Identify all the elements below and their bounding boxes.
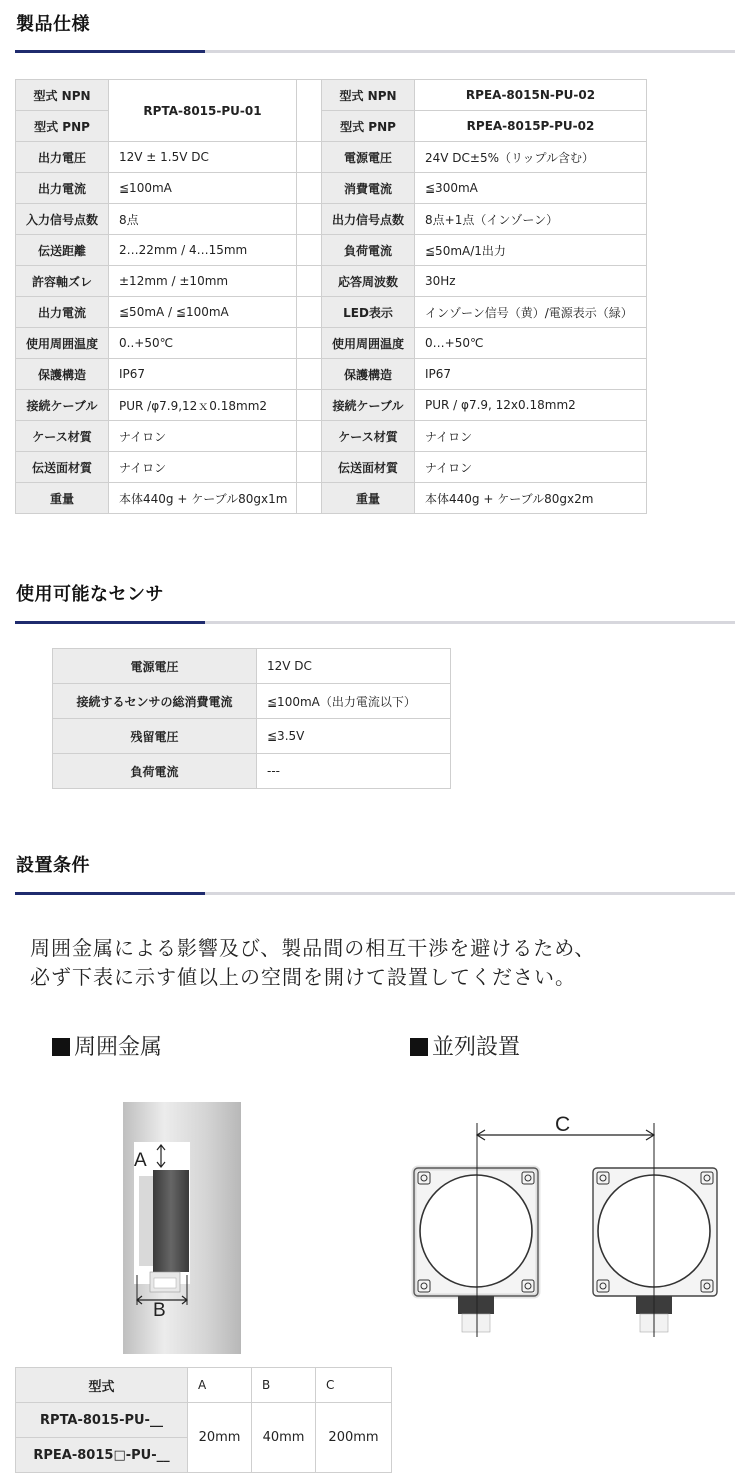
spec-label: 負荷電流	[322, 235, 415, 266]
spec-row	[16, 390, 647, 421]
spec-gap	[297, 80, 322, 142]
value-a: 20mm	[188, 1403, 252, 1473]
spec-gap	[297, 235, 322, 266]
spec-value: 24V DC±5%（リップル含む）	[415, 142, 647, 173]
spec-value: 8点+1点（インゾーン）	[415, 204, 647, 235]
dim-b-label: B	[153, 1300, 166, 1321]
spec-value: ナイロン	[109, 452, 297, 483]
spec-row	[16, 359, 647, 390]
spec-gap	[297, 452, 322, 483]
spec-value: ≦50mA / ≦100mA	[109, 297, 297, 328]
spec-row	[16, 452, 647, 483]
spec-label: 電源電圧	[322, 142, 415, 173]
model-table-row	[16, 1403, 392, 1438]
spec-table	[15, 79, 647, 514]
spec-value: ナイロン	[109, 421, 297, 452]
sensor-section-title: 使用可能なセンサ	[16, 584, 164, 605]
header-a: A	[188, 1368, 252, 1403]
value-b: 40mm	[252, 1403, 316, 1473]
sensor-row	[53, 649, 451, 684]
spec-value: 2…22mm / 4…15mm	[109, 235, 297, 266]
spec-row	[16, 421, 647, 452]
surrounding-metal-diagram	[120, 1100, 245, 1355]
model-name: RPEA-8015□-PU-__	[16, 1438, 188, 1473]
spec-value: 0…+50℃	[415, 328, 647, 359]
spec-value: IP67	[109, 359, 297, 390]
spec-value: PUR / φ7.9, 12x0.18mm2	[415, 390, 647, 421]
spec-gap	[297, 483, 322, 514]
sensor-section-rule	[15, 621, 735, 624]
spec-label: 接続ケーブル	[322, 390, 415, 421]
spec-value: RPEA-8015N-PU-02	[415, 80, 647, 111]
square-bullet-icon	[410, 1038, 428, 1056]
spec-label: 出力電流	[16, 297, 109, 328]
spec-label: 許容軸ズレ	[16, 266, 109, 297]
spec-gap	[297, 297, 322, 328]
spec-label: LED表示	[322, 297, 415, 328]
spec-label: 型式 NPN	[16, 80, 109, 111]
spec-value: ナイロン	[415, 452, 647, 483]
spec-value: 本体440g + ケーブル80gx1m	[109, 483, 297, 514]
spec-value: RPTA-8015-PU-01	[109, 80, 297, 142]
spec-value: ≦100mA	[109, 173, 297, 204]
sensor-label: 電源電圧	[53, 649, 257, 684]
sensor-row	[53, 719, 451, 754]
parallel-install-diagram	[405, 1105, 735, 1340]
spec-section-rule	[15, 50, 735, 53]
model-table-header-row	[16, 1368, 392, 1403]
spec-label: 型式 NPN	[322, 80, 415, 111]
square-bullet-icon	[52, 1038, 70, 1056]
spec-value: ≦300mA	[415, 173, 647, 204]
spec-value: PUR /φ7.9,12ｘ0.18mm2	[109, 390, 297, 421]
spec-label: 使用周囲温度	[322, 328, 415, 359]
spec-label: 消費電流	[322, 173, 415, 204]
spec-label: 保護構造	[322, 359, 415, 390]
spec-row	[16, 142, 647, 173]
spec-value: ≦50mA/1出力	[415, 235, 647, 266]
spec-value: IP67	[415, 359, 647, 390]
spec-label: ケース材質	[322, 421, 415, 452]
spec-label: 重量	[16, 483, 109, 514]
spec-label: ケース材質	[16, 421, 109, 452]
spec-row	[16, 235, 647, 266]
spec-gap	[297, 142, 322, 173]
spec-label: 型式 PNP	[322, 111, 415, 142]
spec-label: 型式 PNP	[16, 111, 109, 142]
intro-line-2: 必ず下表に示す値以上の空間を開けて設置してください。	[30, 965, 576, 989]
sensor-value: ≦100mA（出力電流以下）	[257, 684, 451, 719]
fig-metal-label: 周囲金属	[52, 1030, 162, 1061]
spec-value: 0..+50℃	[109, 328, 297, 359]
spec-label: 接続ケーブル	[16, 390, 109, 421]
sensor-label: 残留電圧	[53, 719, 257, 754]
spec-label: 伝送距離	[16, 235, 109, 266]
fig-parallel-label: 並列設置	[410, 1030, 520, 1061]
spec-row	[16, 483, 647, 514]
sensor-label: 負荷電流	[53, 754, 257, 789]
spec-row-model-npn	[16, 80, 647, 111]
spec-value: インゾーン信号（黄）/電源表示（緑）	[415, 297, 647, 328]
spec-gap	[297, 390, 322, 421]
spec-label: 入力信号点数	[16, 204, 109, 235]
spec-gap	[297, 173, 322, 204]
spec-row	[16, 204, 647, 235]
sensor-label: 接続するセンサの総消費電流	[53, 684, 257, 719]
spec-gap	[297, 421, 322, 452]
install-intro	[30, 934, 730, 992]
sensor-value: ≦3.5V	[257, 719, 451, 754]
spec-value: 8点	[109, 204, 297, 235]
spec-value: ±12mm / ±10mm	[109, 266, 297, 297]
header-c: C	[316, 1368, 392, 1403]
spec-row	[16, 266, 647, 297]
spec-label: 保護構造	[16, 359, 109, 390]
value-c: 200mm	[316, 1403, 392, 1473]
spec-value: 30Hz	[415, 266, 647, 297]
spec-label: 重量	[322, 483, 415, 514]
spec-value: ナイロン	[415, 421, 647, 452]
model-dimension-table	[15, 1367, 392, 1473]
sensor-value: ---	[257, 754, 451, 789]
spec-value: 本体440g + ケーブル80gx2m	[415, 483, 647, 514]
spec-section-title: 製品仕様	[16, 14, 90, 35]
model-name: RPTA-8015-PU-__	[16, 1403, 188, 1438]
spec-value: RPEA-8015P-PU-02	[415, 111, 647, 142]
spec-label: 出力電圧	[16, 142, 109, 173]
spec-label: 使用周囲温度	[16, 328, 109, 359]
spec-row	[16, 173, 647, 204]
sensor-row	[53, 684, 451, 719]
spec-gap	[297, 328, 322, 359]
spec-value: 12V ± 1.5V DC	[109, 142, 297, 173]
spec-gap	[297, 204, 322, 235]
dim-a-label: A	[134, 1150, 147, 1171]
install-section-title: 設置条件	[16, 855, 90, 876]
spec-row	[16, 297, 647, 328]
spec-label: 出力電流	[16, 173, 109, 204]
spec-row	[16, 328, 647, 359]
spec-label: 出力信号点数	[322, 204, 415, 235]
install-section-rule	[15, 892, 735, 895]
sensor-row	[53, 754, 451, 789]
sensor-table	[52, 648, 451, 789]
spec-label: 伝送面材質	[322, 452, 415, 483]
spec-gap	[297, 359, 322, 390]
dim-c-label: C	[555, 1113, 571, 1136]
header-b: B	[252, 1368, 316, 1403]
spec-gap	[297, 266, 322, 297]
sensor-unit-right	[593, 1168, 717, 1332]
spec-label: 伝送面材質	[16, 452, 109, 483]
sensor-unit-left	[414, 1168, 538, 1332]
header-model: 型式	[16, 1368, 188, 1403]
spec-label: 応答周波数	[322, 266, 415, 297]
sensor-value: 12V DC	[257, 649, 451, 684]
intro-line-1: 周囲金属による影響及び、製品間の相互干渉を避けるため、	[30, 936, 596, 960]
